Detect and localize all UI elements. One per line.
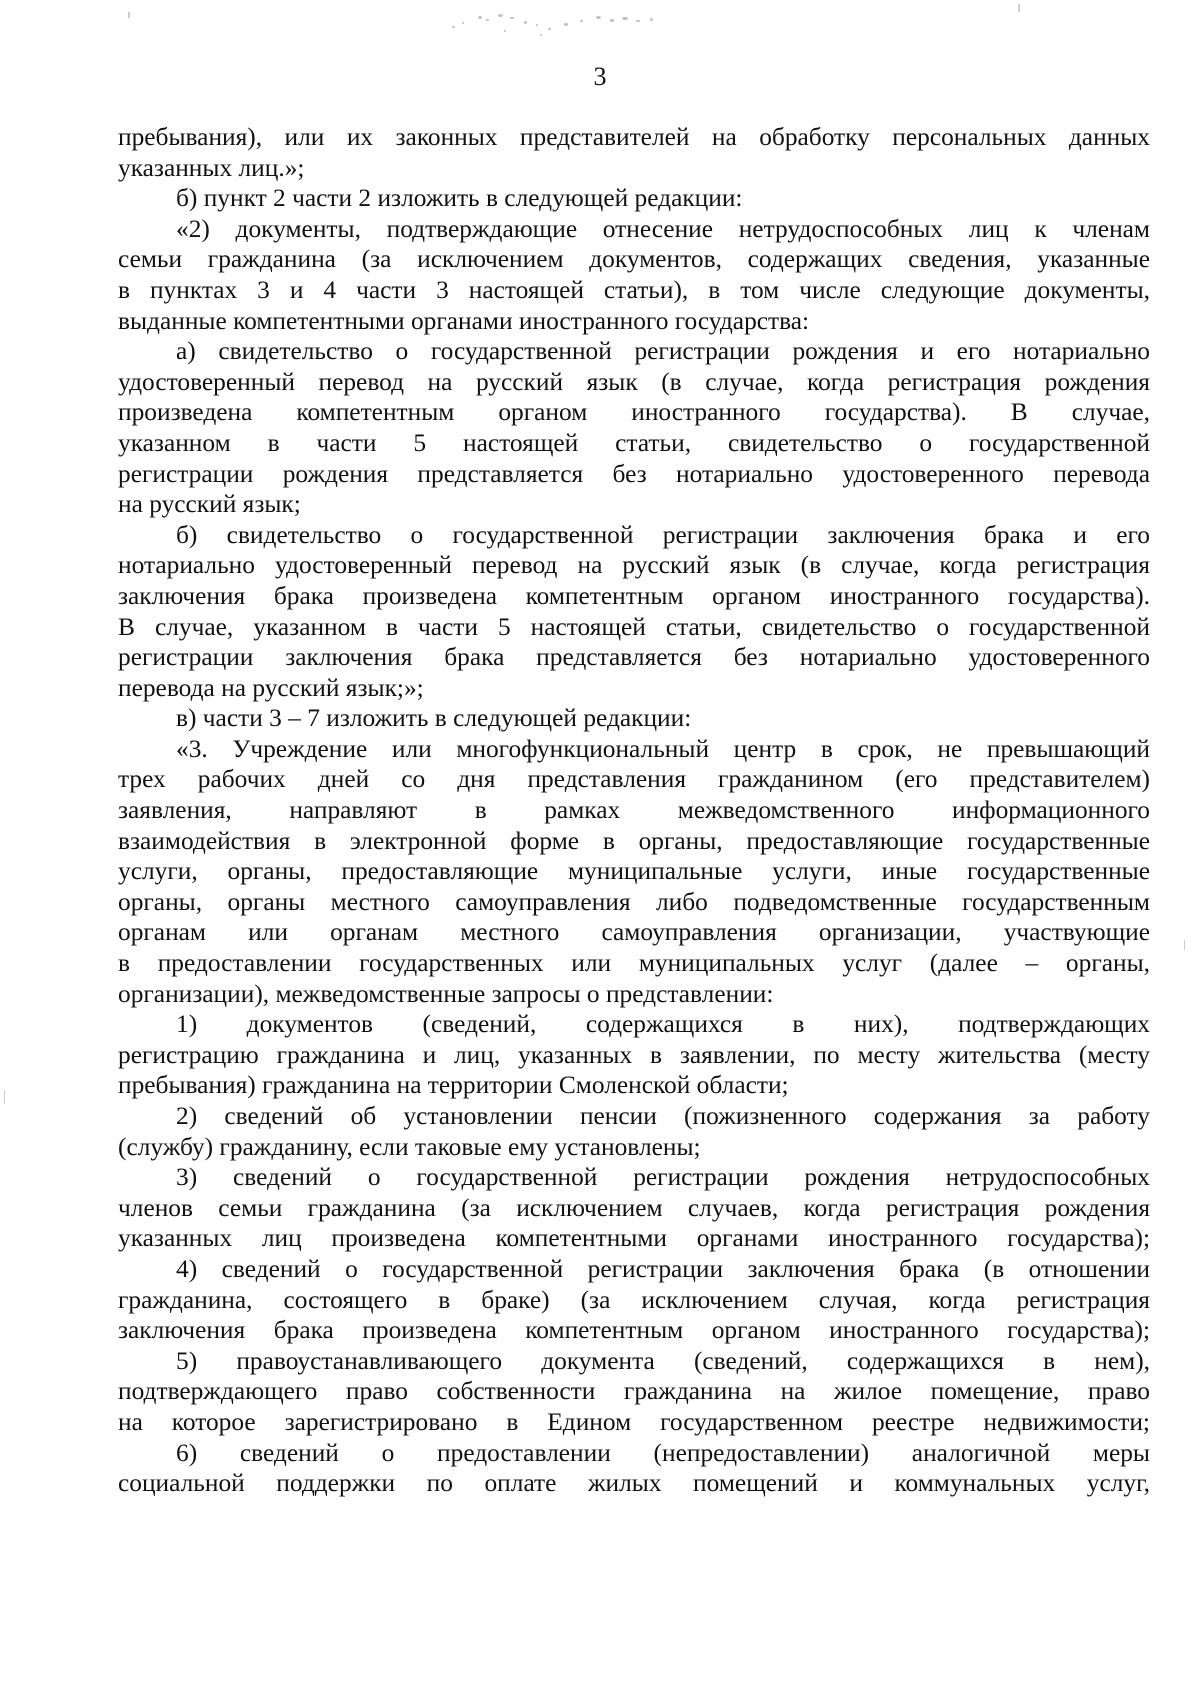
- text-line: произведена компетентным органом иностранного государства). В случае,: [118, 398, 1150, 427]
- text-line: на которое зарегистрировано в Едином государственном реестре недвижимости;: [118, 1407, 1150, 1436]
- text-line: подтверждающего право собственности гражданина на жилое помещение, право: [118, 1377, 1150, 1406]
- text-line: а) свидетельство о государственной регистрации рождения и его нотариально: [176, 337, 1150, 366]
- text-line: 1) документов (сведений, содержащихся в них), подтверждающих: [176, 1010, 1150, 1039]
- text-line: (службу) гражданину, если таковые ему установлены;: [118, 1132, 701, 1161]
- text-line: б) пункт 2 части 2 изложить в следующей редакции:: [176, 184, 743, 213]
- scan-artifact: [440, 8, 740, 42]
- text-line: регистрацию гражданина и лиц, указанных в заявлении, по месту жительства (месту: [118, 1040, 1150, 1069]
- text-line: на русский язык;: [118, 490, 301, 519]
- text-line: 4) сведений о государственной регистрации заключения брака (в отношении: [176, 1254, 1150, 1283]
- text-line: трех рабочих дней со дня представления гражданином (его представителем): [118, 765, 1150, 794]
- text-line: регистрации рождения представляется без нотариально удостоверенного перевода: [118, 459, 1150, 488]
- text-line: пребывания) гражданина на территории Смоленской области;: [118, 1071, 789, 1100]
- text-line: заявления, направляют в рамках межведомственного информационного: [118, 796, 1150, 825]
- text-line: 6) сведений о предоставлении (непредоставлении) аналогичной меры: [176, 1438, 1150, 1467]
- text-line: 5) правоустанавливающего документа (сведений, содержащихся в нем),: [176, 1346, 1150, 1375]
- text-line: б) свидетельство о государственной регистрации заключения брака и его: [176, 520, 1150, 549]
- text-line: в) части 3 – 7 изложить в следующей редакции:: [176, 704, 692, 733]
- text-line: органам или органам местного самоуправления организации, участвующие: [118, 918, 1150, 947]
- text-line: семьи гражданина (за исключением документов, содержащих сведения, указанные: [118, 245, 1150, 274]
- text-line: органы, органы местного самоуправления либо подведомственные государственным: [118, 887, 1150, 916]
- text-line: указанном в части 5 настоящей статьи, свидетельство о государственной: [118, 428, 1150, 457]
- scan-edge-mark: [1018, 4, 1020, 12]
- body-text: [118, 122, 1150, 1499]
- text-line: указанных лиц.»;: [118, 153, 305, 182]
- text-line: заключения брака произведена компетентным органом иностранного государства);: [118, 1316, 1150, 1345]
- text-line: социальной поддержки по оплате жилых помещений и коммунальных услуг,: [118, 1469, 1150, 1498]
- text-line: регистрации заключения брака представляется без нотариально удостоверенного: [118, 643, 1150, 672]
- text-line: услуги, органы, предоставляющие муниципальные услуги, иные государственные: [118, 857, 1150, 886]
- text-line: заключения брака произведена компетентным органом иностранного государства).: [118, 581, 1150, 610]
- text-line: организации), межведомственные запросы о представлении:: [118, 979, 774, 1008]
- scan-edge-mark: [128, 12, 130, 18]
- text-line: В случае, указанном в части 5 настоящей статьи, свидетельство о государственной: [118, 612, 1150, 641]
- text-line: членов семьи гражданина (за исключением случаев, когда регистрация рождения: [118, 1193, 1150, 1222]
- text-line: перевода на русский язык;»;: [118, 673, 424, 702]
- text-line: гражданина, состоящего в браке) (за исключением случая, когда регистрация: [118, 1285, 1150, 1314]
- text-line: пребывания), или их законных представителей на обработку персональных данных: [118, 123, 1150, 151]
- text-line: «2) документы, подтверждающие отнесение нетрудоспособных лиц к членам: [176, 214, 1150, 243]
- text-line: нотариально удостоверенный перевод на русский язык (в случае, когда регистрация: [118, 551, 1150, 580]
- text-line: выданные компетентными органами иностранного государства:: [118, 306, 810, 335]
- text-line: в пунктах 3 и 4 части 3 настоящей статьи), в том числе следующие документы,: [118, 275, 1150, 304]
- text-line: в предоставлении государственных или муниципальных услуг (далее – органы,: [118, 949, 1150, 978]
- text-line: взаимодействия в электронной форме в органы, предоставляющие государственные: [118, 826, 1150, 855]
- scan-edge-mark: [1184, 940, 1185, 950]
- text-line: 3) сведений о государственной регистрации рождения нетрудоспособных: [176, 1163, 1150, 1192]
- scan-edge-mark: [4, 1090, 5, 1104]
- text-line: указанных лиц произведена компетентными органами иностранного государства);: [118, 1224, 1150, 1253]
- page-number: 3: [593, 62, 607, 91]
- text-line: удостоверенный перевод на русский язык (в случае, когда регистрация рождения: [118, 367, 1150, 396]
- text-line: 2) сведений об установлении пенсии (пожизненного содержания за работу: [176, 1102, 1150, 1130]
- text-line: «3. Учреждение или многофункциональный центр в срок, не превышающий: [176, 734, 1150, 763]
